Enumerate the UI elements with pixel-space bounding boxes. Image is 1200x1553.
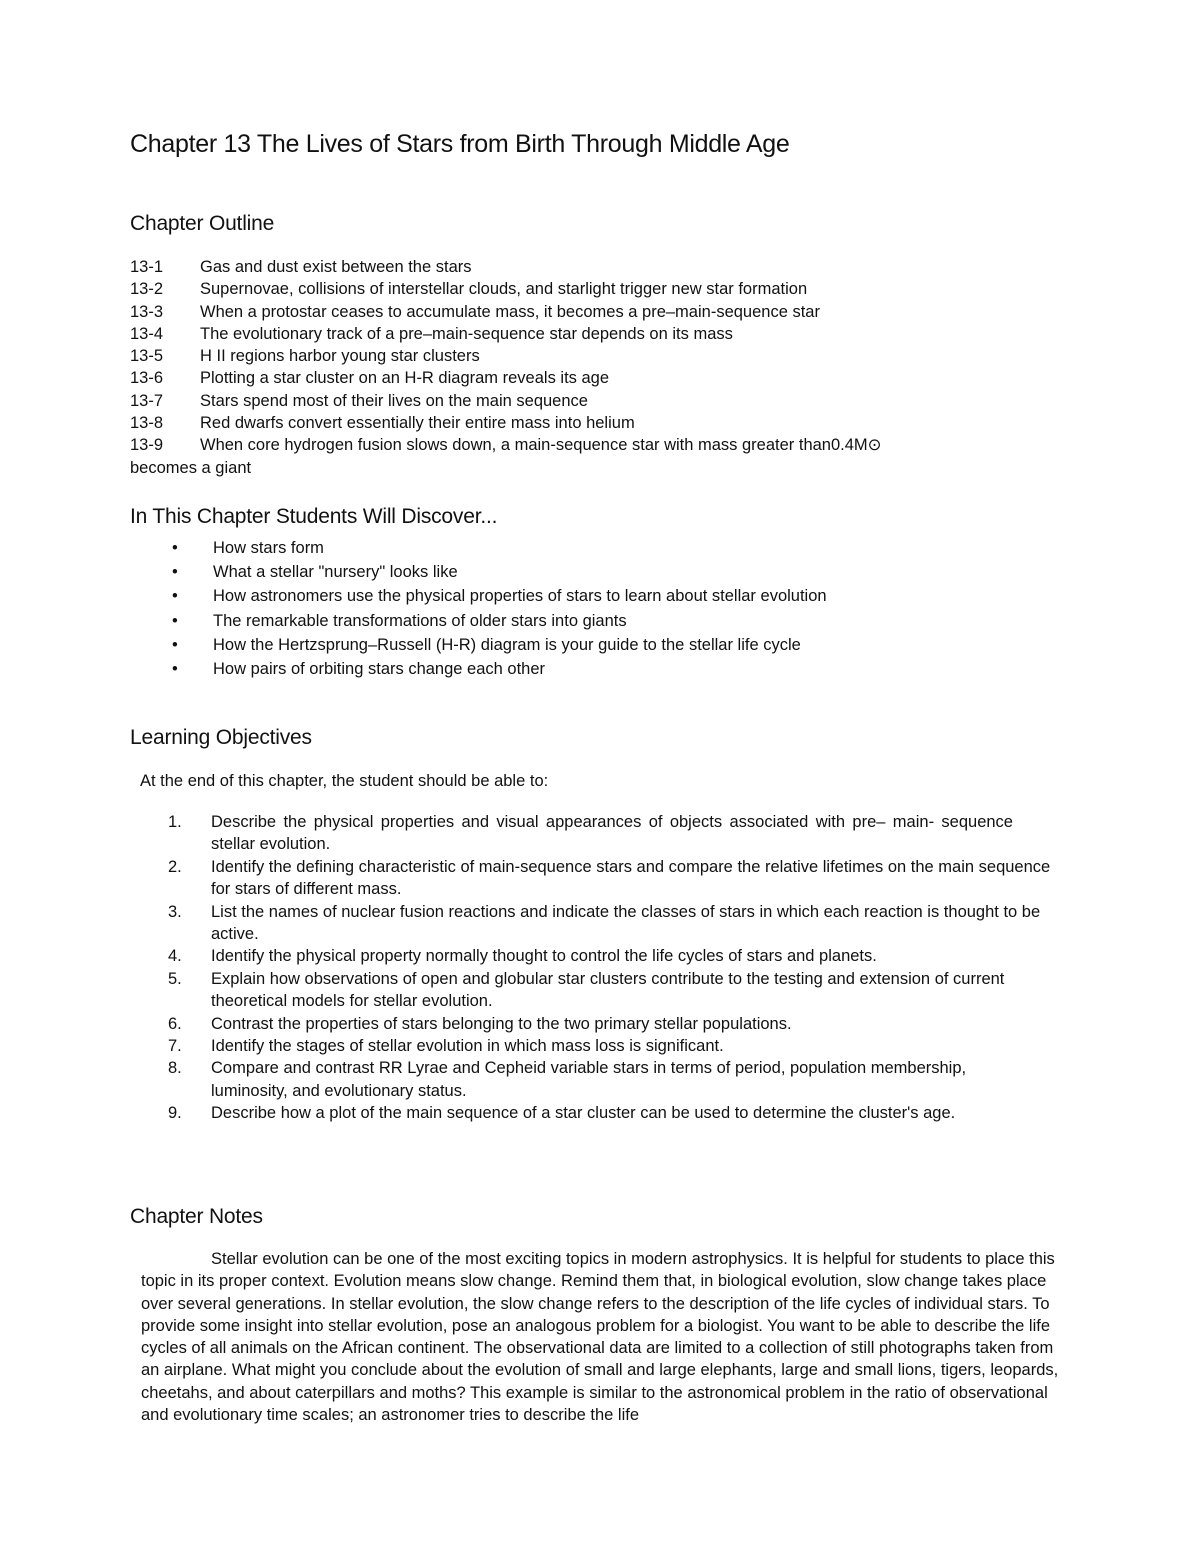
notes-heading: Chapter Notes	[130, 1205, 263, 1228]
objective-item	[168, 1102, 1068, 1124]
objective-item	[168, 945, 1068, 967]
discover-list	[170, 536, 827, 681]
outline-item	[130, 278, 1070, 300]
list-item-text: How stars form	[213, 539, 324, 557]
outline-item	[130, 367, 1070, 389]
outline-item	[130, 323, 1070, 345]
objective-item	[168, 811, 1068, 856]
outline-item	[130, 301, 1070, 323]
objective-item	[168, 968, 1068, 1013]
objective-text: Identify the stages of stellar evolution in which mass loss is significant.	[211, 1037, 724, 1056]
objectives-heading: Learning Objectives	[130, 726, 312, 749]
objective-number: 9.	[168, 1104, 182, 1123]
list-item	[170, 560, 827, 584]
outline-item-continuation: becomes a giant	[130, 458, 252, 477]
chapter-outline	[130, 256, 1070, 479]
objective-text: Compare and contrast RR Lyrae and Cepheid variable stars in terms of period, population membership, luminosity, and evolutionary status.	[211, 1059, 967, 1100]
bullet-icon: •	[172, 539, 178, 557]
outline-item-number: 13-4	[130, 324, 164, 343]
outline-item	[130, 412, 1070, 434]
list-item	[170, 657, 827, 681]
outline-item-number: 13-6	[130, 369, 164, 388]
outline-item-number: 13-1	[130, 258, 164, 276]
objective-item	[168, 1013, 1068, 1035]
list-item	[170, 584, 827, 608]
list-item-text: How astronomers use the physical properties of stars to learn about stellar evolution	[213, 587, 827, 606]
objective-number: 5.	[168, 969, 182, 988]
chapter-title: Chapter 13 The Lives of Stars from Birth Through Middle Age	[130, 130, 790, 158]
objective-number: 2.	[168, 857, 182, 876]
list-item	[170, 633, 827, 657]
objective-item	[168, 1057, 1068, 1102]
bullet-icon: •	[172, 611, 178, 630]
objective-text: Identify the physical property normally thought to control the life cycles of stars and planets.	[211, 947, 877, 966]
objective-text: Describe how a plot of the main sequence of a star cluster can be used to determine the cluster's age.	[211, 1104, 956, 1123]
discover-heading: In This Chapter Students Will Discover...	[130, 505, 498, 528]
outline-item-text: Gas and dust exist between the stars	[200, 258, 472, 276]
objective-number: 6.	[168, 1014, 182, 1033]
outline-item-number: 13-8	[130, 414, 164, 433]
outline-item-number: 13-5	[130, 347, 164, 366]
outline-item-number: 13-7	[130, 391, 164, 410]
notes-text: Stellar evolution can be one of the most exciting topics in modern astrophysics. It is helpful for students to place this topic in its proper context. Evolution means slow change. Remind them that, in biological evolution, slow change takes place over several generations. In stellar evolution, the slow change refers to the description of the life cycles of individual stars. To provide some insight into stellar evolution, pose an analogous problem for a biologist. You want to be able to describe the life cycles of all animals on the African continent. The observational data are limited to a collection of still photographs taken from an airplane. What might you conclude about the evolution of small and large elephants, large and small lions, tigers, leopards, cheetahs, and about caterpillars and moths? This example is similar to the astronomical problem in the ratio of observational and evolutionary time scales; an astronomer tries to describe the life	[141, 1250, 1059, 1425]
outline-item	[130, 434, 1070, 456]
outline-item-number: 13-2	[130, 280, 164, 299]
bullet-icon: •	[172, 660, 178, 679]
outline-item-text: Red dwarfs convert essentially their entire mass into helium	[200, 414, 635, 433]
objectives-intro: At the end of this chapter, the student should be able to:	[140, 772, 549, 790]
objective-text: Contrast the properties of stars belonging to the two primary stellar populations.	[211, 1014, 792, 1033]
outline-item-text: Plotting a star cluster on an H-R diagram reveals its age	[200, 369, 610, 388]
objective-number: 1.	[168, 813, 182, 831]
outline-item-text: Supernovae, collisions of interstellar clouds, and starlight trigger new star formation	[200, 280, 808, 299]
list-item-text: How pairs of orbiting stars change each other	[213, 660, 546, 679]
objective-item	[168, 1035, 1068, 1057]
list-item-text: What a stellar "nursery" looks like	[213, 563, 458, 582]
objectives-list	[168, 811, 1068, 1125]
objective-text: Explain how observations of open and globular star clusters contribute to the testing and extension of current theoretical models for stellar evolution.	[211, 969, 1005, 1011]
notes-paragraph	[141, 1248, 1059, 1426]
bullet-icon: •	[172, 563, 178, 582]
list-item	[170, 536, 827, 560]
objective-number: 8.	[168, 1059, 182, 1078]
objective-text: List the names of nuclear fusion reactions and indicate the classes of stars in which each reaction is thought to be active.	[211, 902, 1041, 944]
list-item	[170, 609, 827, 633]
objective-item	[168, 856, 1068, 901]
outline-heading: Chapter Outline	[130, 212, 275, 235]
outline-item	[130, 390, 1070, 412]
outline-item	[130, 256, 1070, 278]
objective-number: 4.	[168, 947, 182, 966]
outline-item-number: 13-9	[130, 436, 164, 455]
objective-number: 3.	[168, 902, 182, 921]
outline-item-text: H II regions harbor young star clusters	[200, 347, 480, 366]
bullet-icon: •	[172, 587, 178, 606]
bullet-icon: •	[172, 635, 178, 654]
list-item-text: The remarkable transformations of older stars into giants	[213, 611, 627, 630]
objective-text: Describe the physical properties and visual appearances of objects associated with pre– main- sequence stellar evolution.	[211, 813, 1013, 854]
outline-item	[130, 345, 1070, 367]
list-item-text: How the Hertzsprung–Russell (H-R) diagram is your guide to the stellar life cycle	[213, 635, 801, 654]
outline-item-text: When core hydrogen fusion slows down, a main-sequence star with mass greater than0.4M⊙	[200, 436, 882, 455]
objective-text: Identify the defining characteristic of main-sequence stars and compare the relative lifetimes on the main sequence for stars of different mass.	[211, 857, 1051, 899]
outline-item-number: 13-3	[130, 302, 164, 321]
outline-item-text: When a protostar ceases to accumulate mass, it becomes a pre–main-sequence star	[200, 302, 820, 321]
outline-item-text: The evolutionary track of a pre–main-sequence star depends on its mass	[200, 324, 733, 343]
outline-item-text: Stars spend most of their lives on the main sequence	[200, 391, 588, 410]
objective-item	[168, 901, 1068, 946]
objective-number: 7.	[168, 1037, 182, 1056]
